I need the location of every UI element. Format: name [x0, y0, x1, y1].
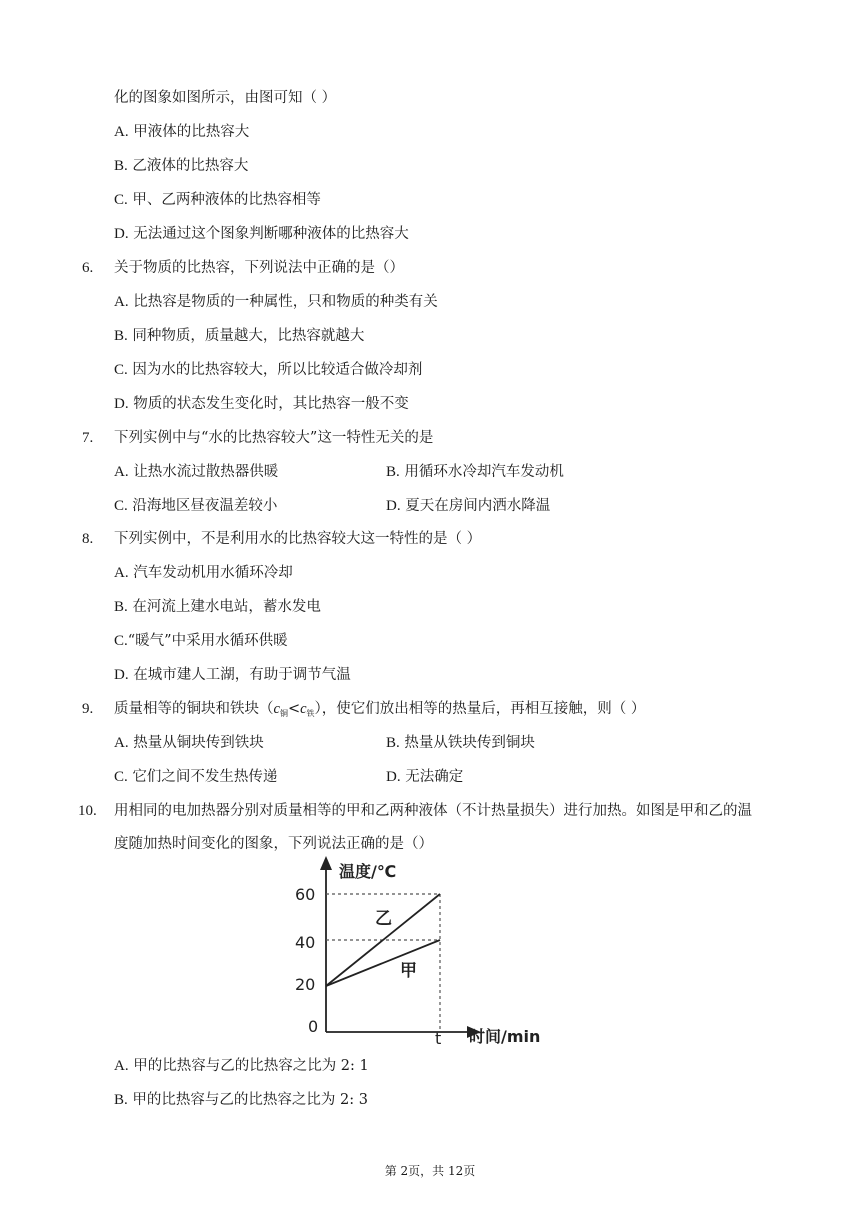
q10-number: 10. [78, 803, 97, 819]
temperature-time-chart [293, 852, 568, 1052]
q5-stem-tail: 化的图象如图所示，由图可知（ ） [114, 90, 337, 106]
y-tick-40: 40 [295, 933, 316, 952]
q7-option-a: A. 让热水流过散热器供暖 [114, 464, 279, 480]
q7-stem: 下列实例中与“水的比热容较大”这一特性无关的是 [114, 430, 434, 446]
q8-option-b: B. 在河流上建水电站，蓄水发电 [114, 599, 321, 615]
q10-option-b: B. 甲的比热容与乙的比热容之比为 2: 3 [114, 1092, 368, 1108]
q8-stem: 下列实例中，不是利用水的比热容较大这一特性的是（ ） [114, 531, 482, 547]
plot-area [326, 894, 440, 1032]
q8-option-d: D. 在城市建人工湖，有助于调节气温 [114, 667, 351, 683]
q5-option-b: B. 乙液体的比热容大 [114, 158, 249, 174]
q9-option-d: D. 无法确定 [386, 769, 464, 785]
q6-stem: 关于物质的比热容，下列说法中正确的是（） [114, 260, 404, 276]
x-tick-t: t [435, 1029, 442, 1048]
q10-stem-line2: 度随加热时间变化的图象，下列说法正确的是（） [114, 836, 433, 852]
q8-option-a: A. 汽车发动机用水循环冷却 [114, 565, 293, 581]
y-axis-arrow [320, 856, 332, 870]
series-label-0: 乙 [375, 909, 392, 929]
q7-number: 7. [82, 430, 94, 446]
x-axis-label: 时间/min [469, 1027, 541, 1046]
series-label-1: 甲 [400, 961, 417, 981]
q7-option-d: D. 夏天在房间内洒水降温 [386, 498, 551, 514]
q7-option-b: B. 用循环水冷却汽车发动机 [386, 464, 564, 480]
q7-option-c: C. 沿海地区昼夜温差较小 [114, 498, 278, 514]
q9-stem: 质量相等的铜块和铁块$(c_铜<c_铁)$，使它们放出相等的热量后，再相互接触，则（ ） [114, 701, 646, 718]
q9-number: 9. [82, 701, 94, 717]
q10-stem-line1: 用相同的电加热器分别对质量相等的甲和乙两种液体（不计热量损失）进行加热。如图是甲和乙的温 [114, 803, 752, 819]
q10-option-a: A. 甲的比热容与乙的比热容之比为 2: 1 [114, 1058, 369, 1074]
y-axis-label: 温度/℃ [339, 862, 397, 881]
q6-option-c: C. 因为水的比热容较大，所以比较适合做冷却剂 [114, 362, 423, 378]
y-tick-20: 20 [295, 975, 316, 994]
series-line-1 [326, 940, 440, 986]
q9-option-a: A. 热量从铜块传到铁块 [114, 735, 264, 751]
q5-option-a: A. 甲液体的比热容大 [114, 124, 250, 140]
q6-option-a: A. 比热容是物质的一种属性，只和物质的种类有关 [114, 294, 438, 310]
q8-option-c: C.“暖气”中采用水循环供暖 [114, 633, 288, 649]
q5-option-d: D. 无法通过这个图象判断哪种液体的比热容大 [114, 226, 409, 242]
page-footer: 第 2页，共 12页 [384, 1164, 476, 1178]
q6-number: 6. [82, 260, 94, 276]
q5-option-c: C. 甲、乙两种液体的比热容相等 [114, 192, 321, 208]
q8-number: 8. [82, 531, 94, 547]
q6-option-d: D. 物质的状态发生变化时，其比热容一般不变 [114, 396, 409, 412]
q9-option-c: C. 它们之间不发生热传递 [114, 769, 278, 785]
y-tick-60: 60 [295, 885, 316, 904]
y-tick-0: 0 [308, 1017, 319, 1036]
q6-option-b: B. 同种物质，质量越大，比热容就越大 [114, 328, 365, 344]
q9-option-b: B. 热量从铁块传到铜块 [386, 735, 535, 751]
